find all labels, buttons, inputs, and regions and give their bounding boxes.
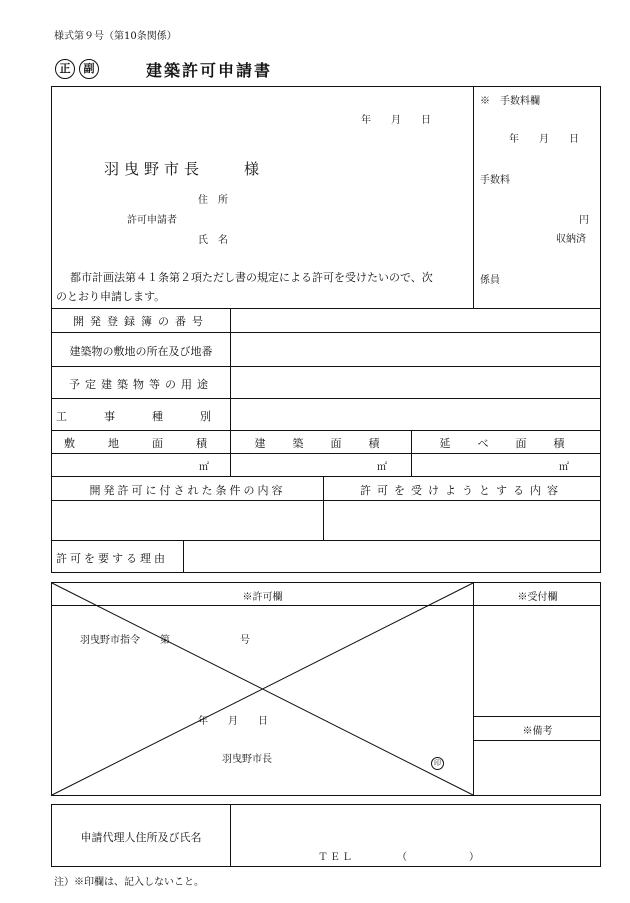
- remarks-title: ※備考: [522, 726, 553, 737]
- building-area-input[interactable]: [234, 455, 374, 474]
- dev-conditions-input[interactable]: [54, 503, 320, 538]
- paid-label: 収納済: [556, 234, 586, 245]
- floor-area-input[interactable]: [415, 455, 555, 474]
- stamp-fuku: 副: [79, 57, 99, 79]
- name-input[interactable]: [245, 228, 465, 246]
- dev-register-label: 開発登録簿の番号: [73, 315, 209, 328]
- address-label: 住 所: [198, 195, 228, 206]
- permit-content-input[interactable]: [326, 503, 598, 538]
- reception-title: ※受付欄: [517, 592, 558, 603]
- application-date: 年 月 日: [361, 115, 431, 126]
- work-type-label: 工 事 種 別: [56, 410, 224, 423]
- clerk-label: 係員: [480, 275, 500, 286]
- site-area-label: 敷 地 面 積: [64, 437, 218, 450]
- statement-line-1: 都市計画法第４１条第２項ただし書の規定による許可を受けたいので、次: [70, 271, 433, 284]
- name-label: 氏 名: [198, 235, 228, 246]
- addressee: 羽曳野市長 様: [104, 160, 265, 178]
- work-type-input[interactable]: [233, 402, 598, 428]
- site-location-label: 建築物の敷地の所在及び地番: [69, 345, 213, 358]
- fee-title: ※ 手数料欄: [480, 96, 540, 107]
- building-use-label: 予定建築物等の用途: [69, 378, 213, 391]
- address-input[interactable]: [245, 188, 465, 206]
- building-area-unit: ㎡: [377, 462, 387, 473]
- building-use-input[interactable]: [233, 370, 598, 396]
- dev-register-input[interactable]: [233, 310, 598, 330]
- statement-line-2: のとおり申請します。: [56, 290, 166, 303]
- form-number: 様式第９号（第10条関係）: [54, 31, 177, 42]
- building-area-label: 建 築 面 積: [254, 437, 388, 450]
- applicant-label: 許可申請者: [127, 215, 177, 226]
- site-area-input[interactable]: [55, 455, 195, 474]
- reason-input[interactable]: [186, 543, 598, 570]
- fee-date: 年 月 日: [509, 134, 579, 145]
- floor-area-label: 延 べ 面 積: [439, 437, 573, 450]
- permit-date: 年 月 日: [198, 716, 268, 727]
- permit-designation: 羽曳野市指令 第 号: [80, 635, 250, 646]
- agent-label: 申請代理人住所及び氏名: [80, 831, 202, 844]
- permit-mayor: 羽曳野市長: [222, 754, 272, 765]
- reason-label: 許可を要する理由: [56, 552, 168, 565]
- form-title: 建築許可申請書: [146, 61, 273, 80]
- footnote: 注）※印欄は、記入しないこと。: [54, 877, 204, 888]
- stamp-sei: 正: [55, 57, 75, 79]
- permit-content-label: 許可を受けようとする内容: [360, 484, 564, 497]
- permit-title: ※許可欄: [242, 592, 283, 603]
- agent-input[interactable]: [234, 812, 596, 842]
- site-location-input[interactable]: [233, 338, 598, 364]
- floor-area-unit: ㎡: [559, 462, 569, 473]
- agent-tel: ＴＥＬ （ ）: [318, 852, 481, 863]
- fee-label: 手数料: [480, 175, 510, 186]
- seal-icon: 印: [431, 750, 444, 770]
- site-area-unit: ㎡: [199, 462, 209, 473]
- dev-conditions-label: 開発許可に付された条件の内容: [89, 484, 286, 497]
- yen-unit: 円: [579, 215, 589, 226]
